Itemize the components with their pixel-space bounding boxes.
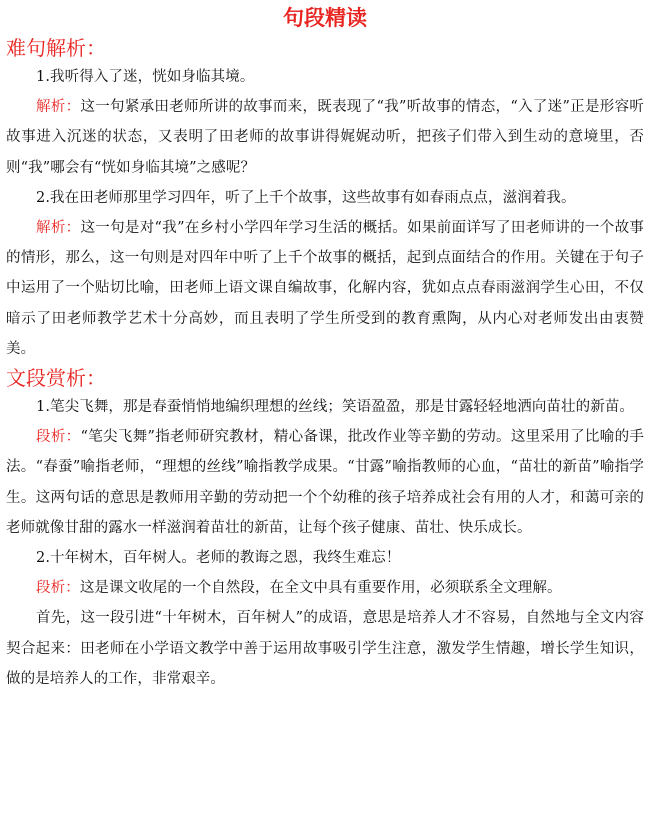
analysis-text: 这一句紧承田老师所讲的故事而来，既表现了“我”听故事的情态，“入了迷”正是形容听故事进入沉迷的状态，又表明了田老师的故事讲得娓娓动听，把孩子们带入到生动的意境里，否则“我”哪会有“恍如身临其境”之感呢？	[6, 99, 644, 176]
passage-analysis-1	[6, 422, 644, 543]
analysis-1	[6, 92, 644, 183]
passage-analysis-2-continued: 首先，这一段引进“十年树木，百年树人”的成语，意思是培养人才不容易，自然地与全文内容契合起来：田老师在小学语文教学中善于运用故事吸引学生注意，激发学生情趣，增长学生知识，做的是培养人的工作，非常艰辛。	[6, 610, 644, 687]
analysis-2	[6, 213, 644, 364]
section-heading-passage-appreciation: 文段赏析：	[6, 366, 106, 391]
sentence-2: 2.我在田老师那里学习四年，听了上千个故事，这些故事有如春雨点点，滋润着我。	[36, 189, 576, 206]
passage-2: 2.十年树木，百年树人。老师的教诲之恩，我终生难忘！	[36, 550, 401, 567]
analysis-label: 段析：	[36, 580, 80, 597]
analysis-text: “笔尖飞舞”指老师研究教材，精心备课，批改作业等辛勤的劳动。这里采用了比喻的手法。“春蚕”喻指老师，“理想的丝线”喻指教学成果。“甘露”喻指教师的心血，“苗壮的新苗”喻指学生。这两句话的意思是教师用辛勤的劳动把一个个幼稚的孩子培养成社会有用的人才，和蔼可亲的老师就像甘甜的露水一样滋润着苗壮的新苗，让每个孩子健康、苗壮、快乐成长。	[6, 429, 644, 536]
passage-1: 1.笔尖飞舞，那是春蚕悄悄地编织理想的丝线；笑语盈盈，那是甘露轻轻地洒向苗壮的新苗。	[36, 399, 635, 416]
section-heading-difficult-sentences: 难句解析：	[6, 36, 106, 60]
analysis-label: 解析：	[36, 99, 81, 116]
passage-analysis-2	[6, 573, 644, 603]
analysis-text: 这是课文收尾的一个自然段，在全文中具有重要作用，必须联系全文理解。	[79, 580, 562, 597]
page-title: 句段精读	[283, 6, 367, 30]
analysis-label: 段析：	[36, 429, 81, 446]
analysis-label: 解析：	[36, 220, 81, 237]
sentence-1: 1.我听得入了迷，恍如身临其境。	[36, 69, 255, 85]
analysis-text: 这一句是对“我”在乡村小学四年学习生活的概括。如果前面详写了田老师讲的一个故事的情形，那么，这一句则是对四年中听了上千个故事的概括，起到点面结合的作用。关键在于句子中运用了一个贴切比喻，田老师上语文课自编故事，化解内容，犹如点点春雨滋润学生心田，不仅暗示了田老师教学艺术十分高妙，而且表明了学生所受到的教育熏陶，从内心对老师发出由衷赞美。	[6, 220, 644, 357]
